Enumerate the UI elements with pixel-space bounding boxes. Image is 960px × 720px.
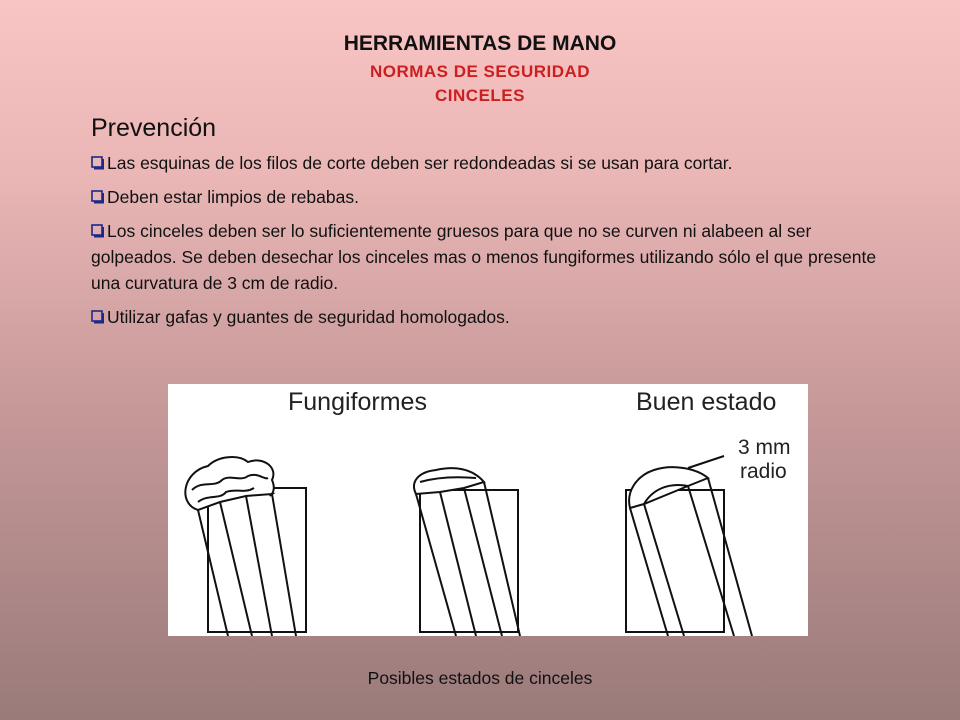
bullet-text: Los cinceles deben ser lo suficientemente gruesos para que no se curven ni alabeen al ser golpeados. Se deben desechar los cinceles mas o menos fungiformes utilizando sólo el que presente una curvatura de 3 cm de radio. — [91, 221, 877, 293]
checkbox-square-icon — [91, 219, 105, 233]
bullet-item — [91, 304, 881, 330]
bullet-item — [91, 150, 881, 176]
chisel-mushroomed-drawing — [185, 457, 306, 636]
annotation-value: 3 mm — [738, 436, 791, 459]
prevention-heading: Prevención — [91, 114, 217, 142]
chisel-good-drawing — [626, 456, 752, 636]
figure-caption: Posibles estados de cinceles — [367, 668, 593, 688]
page-title: HERRAMIENTAS DE MANO — [343, 32, 617, 55]
bullet-list — [91, 150, 881, 338]
checkbox-square-icon — [91, 185, 105, 199]
label-fungiformes: Fungiformes — [288, 388, 427, 416]
chisel-worn-drawing — [414, 468, 520, 636]
checkbox-square-icon — [91, 151, 105, 165]
chisel-illustration — [168, 384, 808, 636]
bullet-text: Utilizar gafas y guantes de seguridad homologados. — [107, 307, 510, 327]
page-subtitle: NORMAS DE SEGURIDAD — [369, 62, 591, 81]
bullet-item — [91, 184, 881, 210]
bullet-item — [91, 218, 881, 296]
label-buen-estado: Buen estado — [636, 388, 777, 416]
annotation-unit: radio — [740, 460, 787, 483]
checkbox-square-icon — [91, 305, 105, 319]
bullet-text: Deben estar limpios de rebabas. — [107, 187, 359, 207]
section-title: CINCELES — [435, 86, 525, 105]
bullet-text: Las esquinas de los filos de corte deben ser redondeadas si se usan para cortar. — [107, 153, 733, 173]
